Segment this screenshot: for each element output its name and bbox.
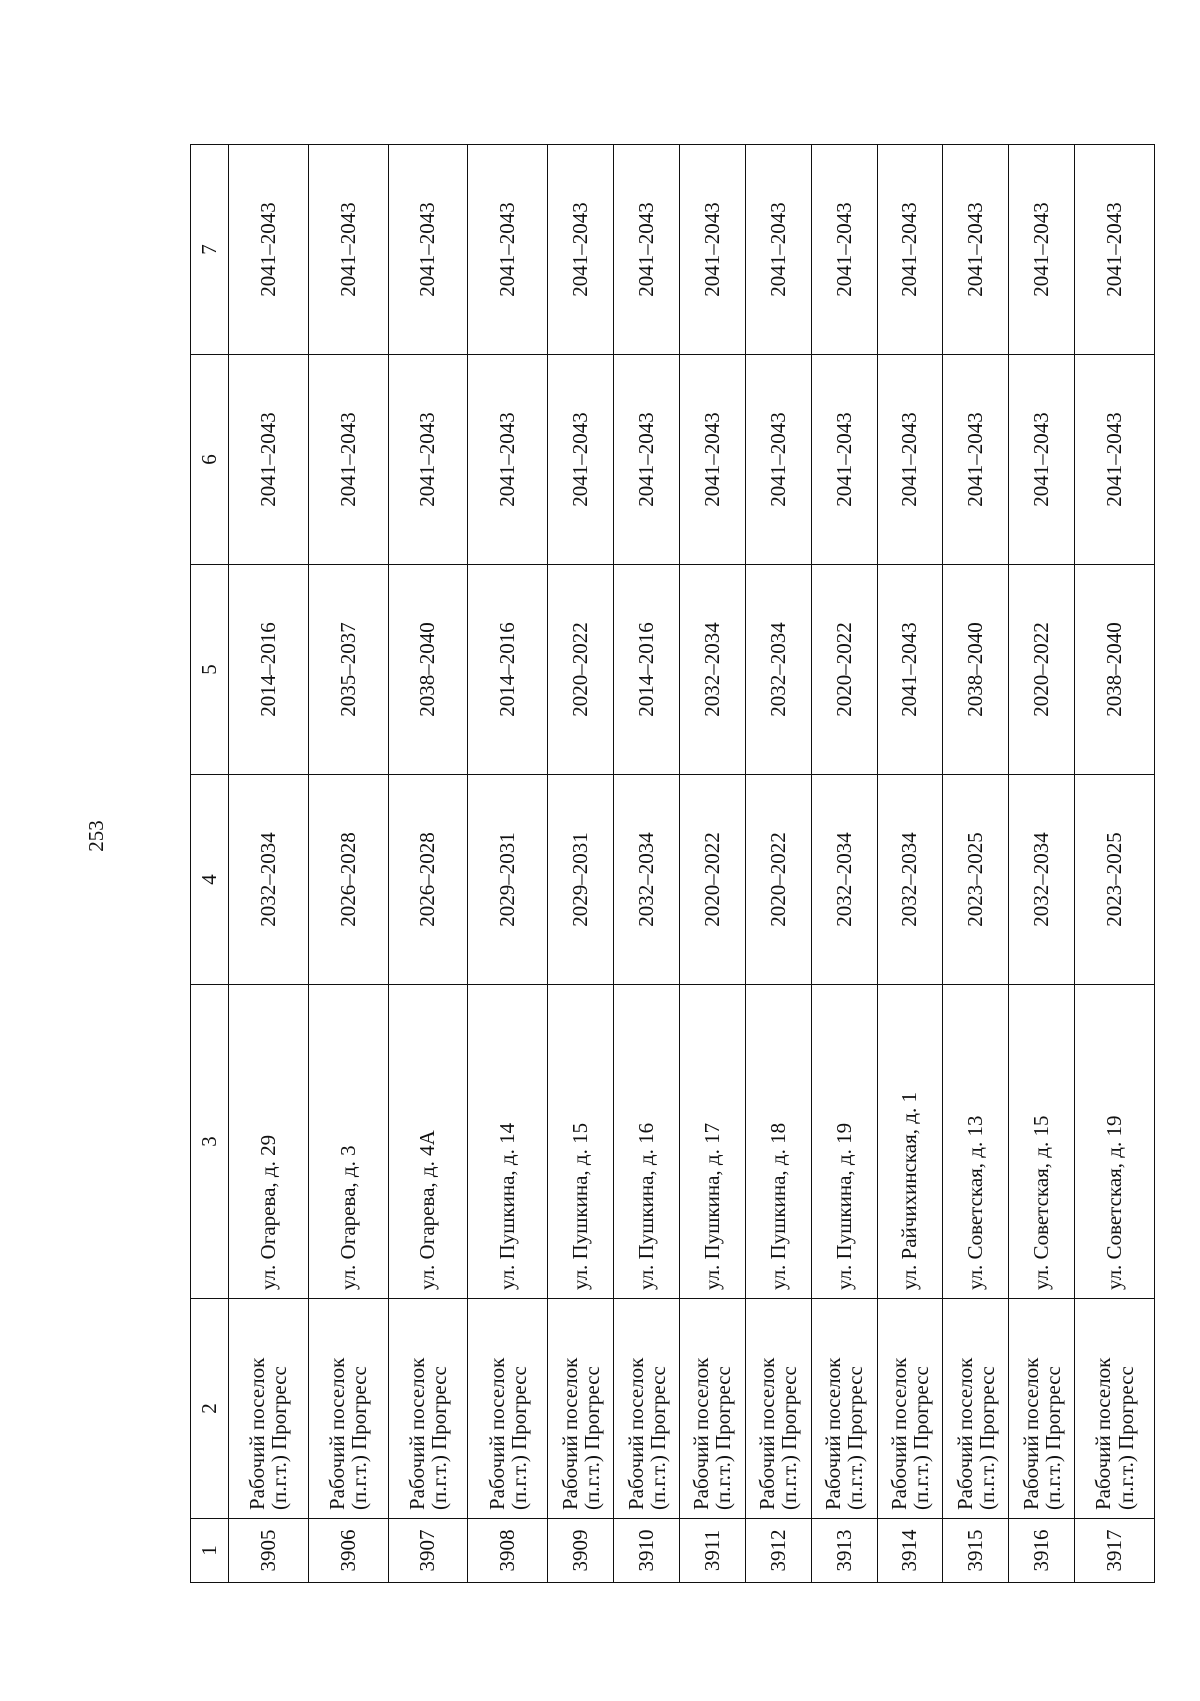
period-cell-col5: 2038–2040 bbox=[943, 565, 1009, 775]
settlement-line: Рабочий поселок bbox=[886, 1357, 911, 1510]
period-cell-col7: 2041–2043 bbox=[679, 145, 745, 355]
period-cell-col6: 2041–2043 bbox=[811, 355, 877, 565]
column-header: 6 bbox=[191, 355, 229, 565]
period-cell-col6: 2041–2043 bbox=[877, 355, 943, 565]
period-cell-col6: 2041–2043 bbox=[308, 355, 388, 565]
settlement-line: Рабочий поселок bbox=[755, 1357, 780, 1510]
table-row bbox=[308, 145, 388, 1583]
row-number: 3907 bbox=[388, 1519, 468, 1583]
address-cell: ул. Огарева, д. 29 bbox=[228, 985, 308, 1299]
period-cell-col7: 2041–2043 bbox=[468, 145, 548, 355]
period-cell-col4: 2023–2025 bbox=[1075, 775, 1155, 985]
period-cell-col7: 2041–2043 bbox=[308, 145, 388, 355]
row-number: 3912 bbox=[745, 1519, 811, 1583]
period-cell-col6: 2041–2043 bbox=[745, 355, 811, 565]
settlement-cell bbox=[468, 1299, 548, 1519]
period-cell-col6: 2041–2043 bbox=[548, 355, 614, 565]
row-number: 3917 bbox=[1075, 1519, 1155, 1583]
address-cell: ул. Пушкина, д. 14 bbox=[468, 985, 548, 1299]
period-cell-col4: 2032–2034 bbox=[228, 775, 308, 985]
period-cell-col6: 2041–2043 bbox=[468, 355, 548, 565]
period-cell-col7: 2041–2043 bbox=[614, 145, 680, 355]
address-cell: ул. Советская, д. 15 bbox=[1009, 985, 1075, 1299]
settlement-line: Рабочий поселок bbox=[623, 1357, 648, 1510]
address-cell: ул. Советская, д. 19 bbox=[1075, 985, 1155, 1299]
table-row bbox=[468, 145, 548, 1583]
period-cell-col4: 2032–2034 bbox=[1009, 775, 1075, 985]
settlement-line: (п.г.т.) Прогресс bbox=[908, 1366, 933, 1510]
settlement-line: (п.г.т.) Прогресс bbox=[347, 1366, 372, 1510]
table-container bbox=[190, 145, 1155, 1583]
period-cell-col7: 2041–2043 bbox=[228, 145, 308, 355]
settlement-line: (п.г.т.) Прогресс bbox=[777, 1366, 802, 1510]
settlement-cell bbox=[228, 1299, 308, 1519]
period-cell-col4: 2032–2034 bbox=[614, 775, 680, 985]
period-cell-col5: 2014–2016 bbox=[228, 565, 308, 775]
table-row bbox=[388, 145, 468, 1583]
address-cell: ул. Пушкина, д. 17 bbox=[679, 985, 745, 1299]
table-row bbox=[877, 145, 943, 1583]
settlement-line: Рабочий поселок bbox=[1091, 1357, 1116, 1510]
period-cell-col6: 2041–2043 bbox=[679, 355, 745, 565]
table-row bbox=[679, 145, 745, 1583]
settlement-cell bbox=[811, 1299, 877, 1519]
settlement-cell bbox=[614, 1299, 680, 1519]
period-cell-col5: 2014–2016 bbox=[468, 565, 548, 775]
period-cell-col7: 2041–2043 bbox=[745, 145, 811, 355]
period-cell-col7: 2041–2043 bbox=[1009, 145, 1075, 355]
period-cell-col5: 2014–2016 bbox=[614, 565, 680, 775]
address-cell: ул. Огарева, д. 3 bbox=[308, 985, 388, 1299]
rotated-table-frame bbox=[190, 145, 1155, 1583]
row-number: 3916 bbox=[1009, 1519, 1075, 1583]
settlement-cell bbox=[1075, 1299, 1155, 1519]
period-cell-col4: 2032–2034 bbox=[811, 775, 877, 985]
settlement-line: Рабочий поселок bbox=[557, 1357, 582, 1510]
settlement-cell bbox=[308, 1299, 388, 1519]
settlement-line: (п.г.т.) Прогресс bbox=[711, 1366, 736, 1510]
period-cell-col6: 2041–2043 bbox=[943, 355, 1009, 565]
period-cell-col5: 2035–2037 bbox=[308, 565, 388, 775]
period-cell-col4: 2029–2031 bbox=[468, 775, 548, 985]
address-cell: ул. Пушкина, д. 18 bbox=[745, 985, 811, 1299]
settlement-line: Рабочий поселок bbox=[484, 1357, 509, 1510]
row-number: 3914 bbox=[877, 1519, 943, 1583]
period-cell-col6: 2041–2043 bbox=[1009, 355, 1075, 565]
period-cell-col5: 2032–2034 bbox=[679, 565, 745, 775]
period-cell-col7: 2041–2043 bbox=[811, 145, 877, 355]
row-number: 3913 bbox=[811, 1519, 877, 1583]
schedule-table bbox=[190, 144, 1155, 1583]
row-number: 3910 bbox=[614, 1519, 680, 1583]
period-cell-col7: 2041–2043 bbox=[1075, 145, 1155, 355]
period-cell-col4: 2026–2028 bbox=[388, 775, 468, 985]
settlement-line: Рабочий поселок bbox=[245, 1357, 270, 1510]
row-number: 3915 bbox=[943, 1519, 1009, 1583]
settlement-line: (п.г.т.) Прогресс bbox=[974, 1366, 999, 1510]
period-cell-col5: 2020–2022 bbox=[811, 565, 877, 775]
period-cell-col5: 2038–2040 bbox=[1075, 565, 1155, 775]
settlement-line: (п.г.т.) Прогресс bbox=[1113, 1366, 1138, 1510]
row-number: 3906 bbox=[308, 1519, 388, 1583]
table-row bbox=[1009, 145, 1075, 1583]
settlement-cell bbox=[679, 1299, 745, 1519]
settlement-cell bbox=[388, 1299, 468, 1519]
settlement-line: (п.г.т.) Прогресс bbox=[426, 1366, 451, 1510]
settlement-line: (п.г.т.) Прогресс bbox=[267, 1366, 292, 1510]
period-cell-col4: 2026–2028 bbox=[308, 775, 388, 985]
period-cell-col4: 2020–2022 bbox=[679, 775, 745, 985]
settlement-cell bbox=[943, 1299, 1009, 1519]
period-cell-col7: 2041–2043 bbox=[877, 145, 943, 355]
period-cell-col6: 2041–2043 bbox=[614, 355, 680, 565]
period-cell-col6: 2041–2043 bbox=[388, 355, 468, 565]
period-cell-col4: 2032–2034 bbox=[877, 775, 943, 985]
row-number: 3905 bbox=[228, 1519, 308, 1583]
settlement-line: Рабочий поселок bbox=[1018, 1357, 1043, 1510]
table-header-row bbox=[191, 145, 229, 1583]
period-cell-col5: 2038–2040 bbox=[388, 565, 468, 775]
row-number: 3908 bbox=[468, 1519, 548, 1583]
table-row bbox=[548, 145, 614, 1583]
period-cell-col6: 2041–2043 bbox=[228, 355, 308, 565]
address-cell: ул. Пушкина, д. 15 bbox=[548, 985, 614, 1299]
settlement-cell bbox=[548, 1299, 614, 1519]
settlement-cell bbox=[745, 1299, 811, 1519]
settlement-line: (п.г.т.) Прогресс bbox=[645, 1366, 670, 1510]
address-cell: ул. Огарева, д. 4А bbox=[388, 985, 468, 1299]
settlement-line: (п.г.т.) Прогресс bbox=[506, 1366, 531, 1510]
table-row bbox=[228, 145, 308, 1583]
column-header: 3 bbox=[191, 985, 229, 1299]
period-cell-col4: 2029–2031 bbox=[548, 775, 614, 985]
period-cell-col7: 2041–2043 bbox=[388, 145, 468, 355]
address-cell: ул. Советская, д. 13 bbox=[943, 985, 1009, 1299]
settlement-cell bbox=[877, 1299, 943, 1519]
settlement-line: Рабочий поселок bbox=[821, 1357, 846, 1510]
period-cell-col5: 2020–2022 bbox=[548, 565, 614, 775]
period-cell-col4: 2020–2022 bbox=[745, 775, 811, 985]
table-row bbox=[943, 145, 1009, 1583]
page-number: 253 bbox=[84, 820, 108, 852]
settlement-line: Рабочий поселок bbox=[404, 1357, 429, 1510]
column-header: 4 bbox=[191, 775, 229, 985]
address-cell: ул. Райчихинская, д. 1 bbox=[877, 985, 943, 1299]
address-cell: ул. Пушкина, д. 16 bbox=[614, 985, 680, 1299]
table-row bbox=[745, 145, 811, 1583]
settlement-line: Рабочий поселок bbox=[952, 1357, 977, 1510]
column-header: 2 bbox=[191, 1299, 229, 1519]
period-cell-col7: 2041–2043 bbox=[548, 145, 614, 355]
settlement-cell bbox=[1009, 1299, 1075, 1519]
settlement-line: Рабочий поселок bbox=[689, 1357, 714, 1510]
period-cell-col6: 2041–2043 bbox=[1075, 355, 1155, 565]
period-cell-col4: 2023–2025 bbox=[943, 775, 1009, 985]
table-row bbox=[614, 145, 680, 1583]
column-header: 1 bbox=[191, 1519, 229, 1583]
period-cell-col7: 2041–2043 bbox=[943, 145, 1009, 355]
settlement-line: (п.г.т.) Прогресс bbox=[1040, 1366, 1065, 1510]
column-header: 7 bbox=[191, 145, 229, 355]
row-number: 3911 bbox=[679, 1519, 745, 1583]
column-header: 5 bbox=[191, 565, 229, 775]
period-cell-col5: 2041–2043 bbox=[877, 565, 943, 775]
period-cell-col5: 2032–2034 bbox=[745, 565, 811, 775]
period-cell-col5: 2020–2022 bbox=[1009, 565, 1075, 775]
settlement-line: (п.г.т.) Прогресс bbox=[843, 1366, 868, 1510]
table-row bbox=[811, 145, 877, 1583]
settlement-line: (п.г.т.) Прогресс bbox=[579, 1366, 604, 1510]
row-number: 3909 bbox=[548, 1519, 614, 1583]
settlement-line: Рабочий поселок bbox=[325, 1357, 350, 1510]
address-cell: ул. Пушкина, д. 19 bbox=[811, 985, 877, 1299]
table-row bbox=[1075, 145, 1155, 1583]
